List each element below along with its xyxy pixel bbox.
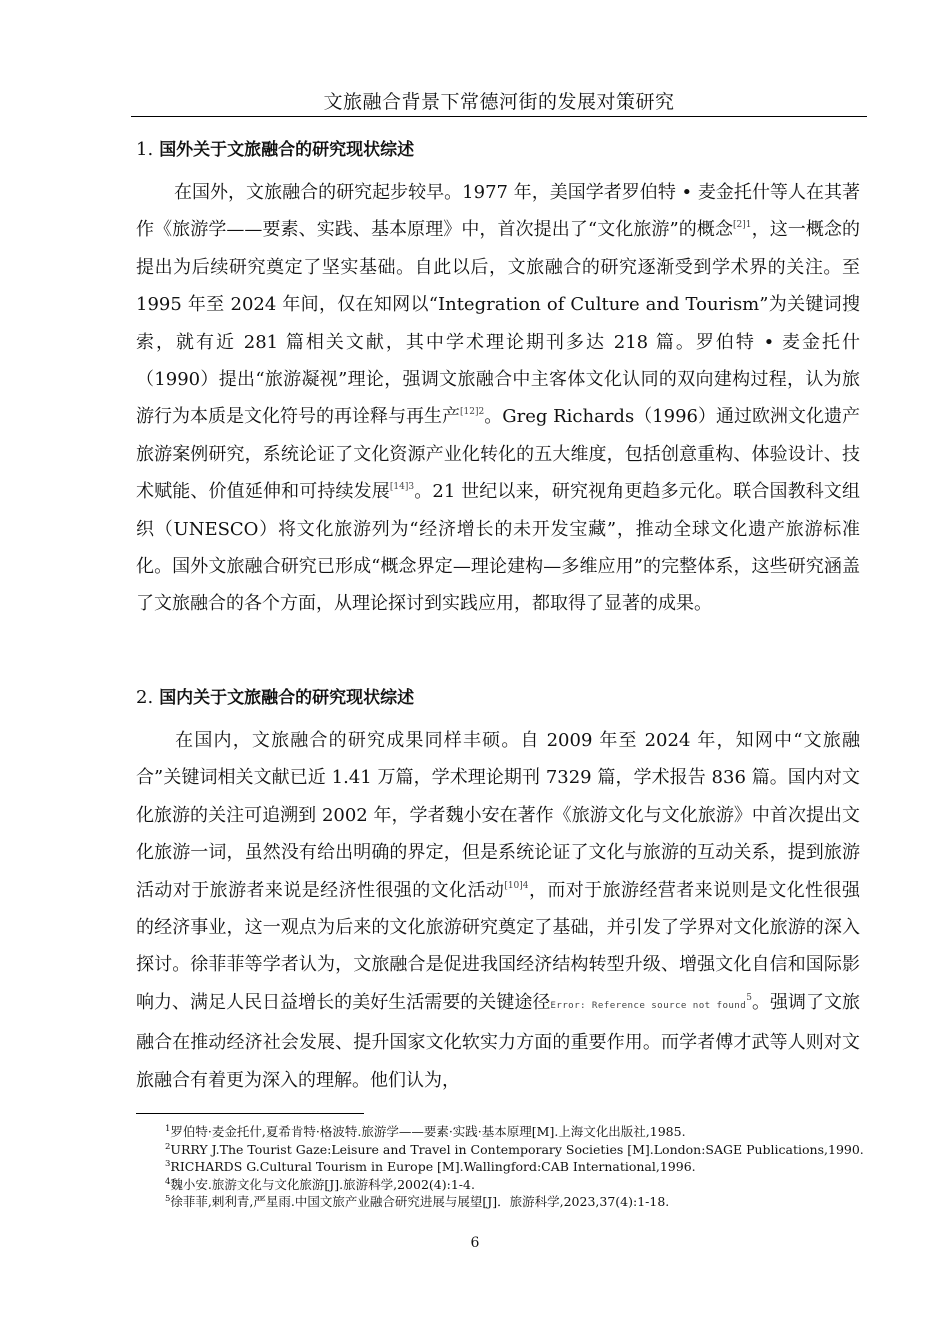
section-number: 1. (136, 139, 154, 160)
footnote-item: $^3$RICHARDS G.Cultural Tourism in Europe [M].Wallingford:CAB International,1996. (165, 1159, 696, 1175)
footnote-mark: 5 (746, 992, 752, 1003)
paragraph-foreign-research: 在国外，文旅融合的研究起步较早。1977 年，美国学者罗伯特 • 麦金托什等人在其著作《旅游学——要素、实践、基本原理》中，首次提出了“文化旅游”的概念$^{[2]1}$，这一概念的提出为后续研究奠定了坚实基础。自此以后，文旅融合的研究逐渐受到学术界的关注。至 1995 年至 2024 年间，仅在知网以“Integration of Culture and Tourism”为关键词搜索，就有近 281 篇相关文献，其中学术理论期刊多达 218 篇。罗伯特 • 麦金托什（1990）提出“旅游凝视”理论，强调文旅融合中主客体文化认同的双向建构过程，认为旅游行为本质是文化符号的再诠释与再生产$^{[12]2}$。Greg Richards（1996）通过欧洲文化遗产旅游案例研究，系统论证了文化资源产业化转化的五大维度，包括创意重构、体验设计、技术赋能、价值延伸和可持续发展$^{[14]3}$。21 世纪以来，研究视角更趋多元化。联合国教科文组织（UNESCO）将文化旅游列为“经济增长的未开发宝藏”，推动全球文化遗产旅游标准化。国外文旅融合研究已形成“概念界定—理论建构—多维应用”的完整体系，这些研究涵盖了文旅融合的各个方面，从理论探讨到实践应用，都取得了显著的成果。 (136, 182, 861, 615)
section-heading-1 (136, 137, 414, 163)
citation: [2]1 (733, 220, 752, 231)
footnote-item: $^5$徐菲菲,剌利青,严星雨.中国文旅产业融合研究进展与展望[J]．旅游科学,2023,37(4):1-18. (165, 1194, 670, 1210)
footnotes (165, 1123, 865, 1211)
page-number: 6 (470, 1235, 480, 1251)
citation: [12]2 (460, 407, 485, 418)
footnote-separator (136, 1113, 364, 1114)
section-heading-2 (136, 685, 414, 711)
reference-error-text: Error: Reference source not found (550, 999, 747, 1011)
running-header: 文旅融合背景下常德河街的发展对策研究 (323, 91, 675, 113)
citation: [14]3 (389, 482, 415, 493)
section-number: 2. (136, 687, 154, 708)
section-title: 国外关于文旅融合的研究现状综述 (159, 140, 415, 160)
footnote-item: $^2$URRY J.The Tourist Gaze:Leisure and Travel in Contemporary Societies [M].London:SAGE Publications,1990. (165, 1141, 864, 1157)
citation: [10]4 (504, 880, 529, 891)
paragraph-domestic-research: 在国内，文旅融合的研究成果同样丰硕。自 2009 年至 2024 年，知网中“文旅融合”关键词相关文献已近 1.41 万篇，学术理论期刊 7329 篇，学术报告 836 篇。国内对文化旅游的关注可追溯到 2002 年，学者魏小安在著作《旅游文化与文化旅游》中首次提出文化旅游一词，虽然没有给出明确的界定，但是系统论证了文化与旅游的互动关系，提到旅游活动对于旅游者来说是经济性很强的文化活动$^{[10]4}$，而对于旅游经营者来说则是文化性很强的经济事业，这一观点为后来的文化旅游研究奠定了基础，并引发了学界对文化旅游的深入探讨。徐菲菲等学者认为，文旅融合是促进我国经济结构转型升级、增强文化自信和国际影响力、满足人民日益增长的美好生活需要的关键途径Error: Reference source not found$^5$。强调了文旅融合在推动经济社会发展、提升国家文化软实力方面的重要作用。而学者傅才武等人则对文旅融合有着更为深入的理解。他们认为， (136, 730, 861, 1091)
header-rule (131, 116, 867, 117)
footnote-item: $^1$罗伯特·麦金托什,夏希肯特·格波特.旅游学——要素·实践·基本原理[M].上海文化出版社,1985. (165, 1124, 686, 1139)
footnote-item: $^4$魏小安.旅游文化与文化旅游[J].旅游科学,2002(4):1-4. (165, 1176, 475, 1192)
section-title: 国内关于文旅融合的研究现状综述 (159, 688, 415, 708)
